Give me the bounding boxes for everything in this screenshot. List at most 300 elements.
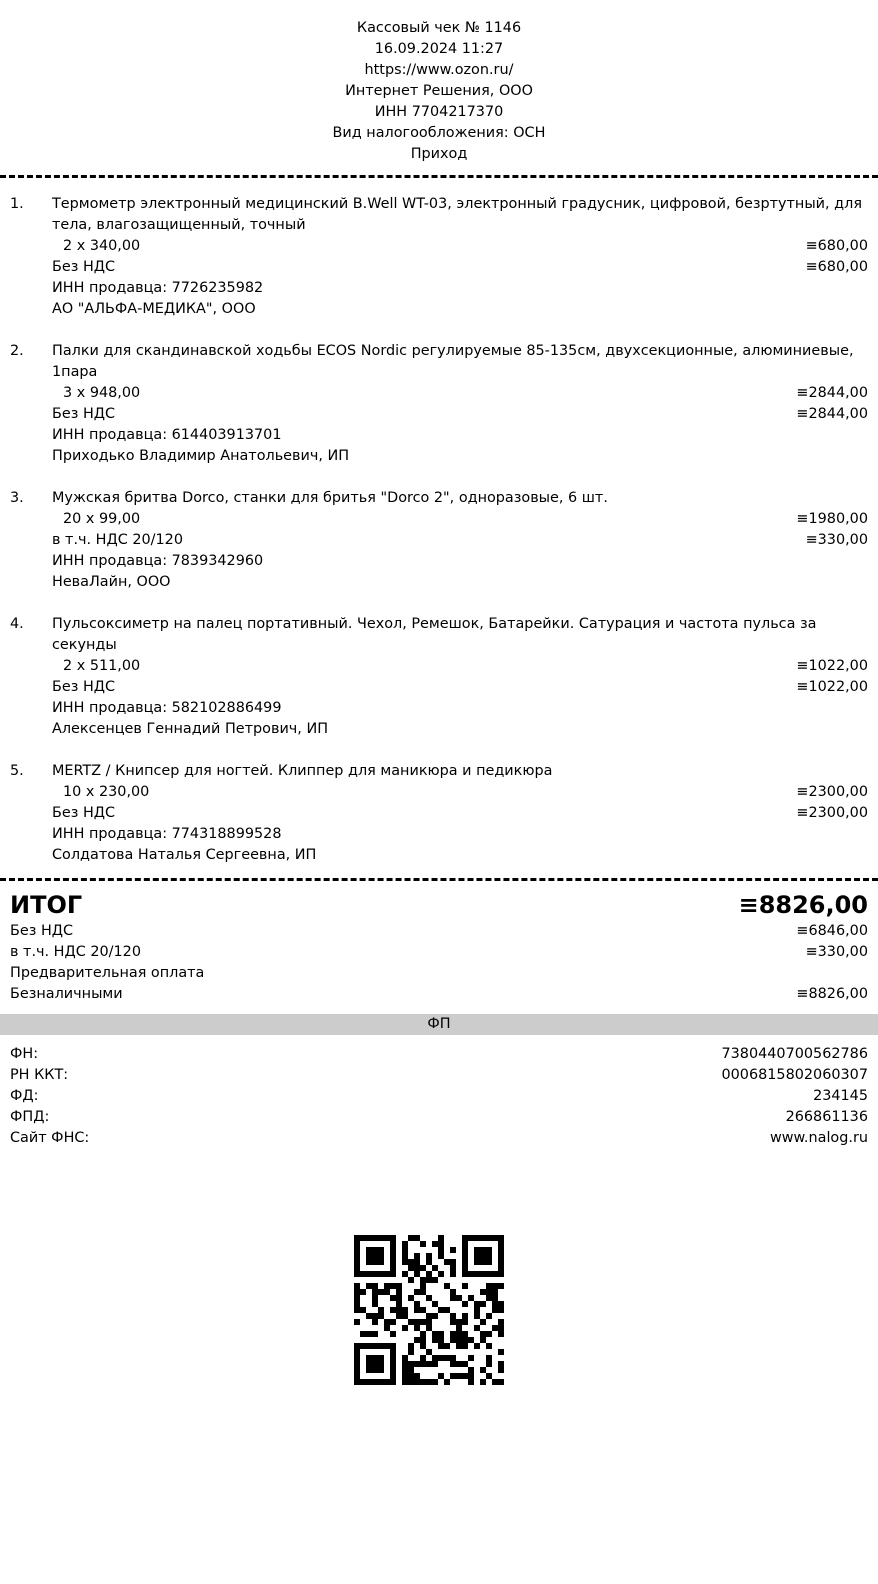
qr-module: [366, 1331, 372, 1337]
qr-module: [438, 1337, 444, 1343]
qr-module: [354, 1289, 360, 1295]
fpd-value: 266861136: [785, 1109, 868, 1125]
qr-module: [360, 1331, 366, 1337]
item-qty-price: 2 x 511,00: [63, 658, 141, 674]
fd-value: 234145: [813, 1088, 868, 1104]
qr-module: [396, 1295, 402, 1301]
qr-module: [462, 1343, 468, 1349]
qr-module: [426, 1349, 432, 1355]
qr-module: [420, 1361, 426, 1367]
qr-module: [420, 1337, 426, 1343]
item-list: [0, 178, 878, 866]
qr-module: [444, 1259, 450, 1265]
qr-module: [486, 1271, 492, 1277]
qr-module: [462, 1313, 468, 1319]
qr-module: [390, 1283, 396, 1289]
qr-module: [444, 1283, 450, 1289]
qr-module: [354, 1319, 360, 1325]
qr-module: [486, 1259, 492, 1265]
qr-module: [408, 1379, 414, 1385]
prepay-label: Предварительная оплата: [10, 965, 205, 981]
qr-module: [462, 1253, 468, 1259]
fn-value: 7380440700562786: [721, 1046, 868, 1062]
qr-module: [396, 1283, 402, 1289]
qr-module: [414, 1379, 420, 1385]
qr-module: [462, 1247, 468, 1253]
qr-module: [492, 1325, 498, 1331]
fpd-label: ФПД:: [10, 1109, 50, 1125]
total-value: ≡8826,00: [738, 891, 868, 919]
qr-module: [378, 1235, 384, 1241]
qr-module: [396, 1313, 402, 1319]
qr-module: [402, 1247, 408, 1253]
no-vat-value: ≡6846,00: [796, 923, 868, 939]
qr-module: [432, 1355, 438, 1361]
qr-module: [468, 1271, 474, 1277]
qr-module: [456, 1295, 462, 1301]
qr-module: [480, 1337, 486, 1343]
qr-module: [414, 1361, 420, 1367]
qr-module: [456, 1331, 462, 1337]
item-name: Палки для скандинавской ходьбы ECOS Nordic регулируемые 85-135см, двухсекционные, алюминиевые, 1пара: [52, 343, 854, 380]
qr-module: [384, 1235, 390, 1241]
qr-module: [450, 1337, 456, 1343]
qr-module: [450, 1319, 456, 1325]
qr-module: [438, 1241, 444, 1247]
qr-module: [408, 1343, 414, 1349]
qr-module: [426, 1319, 432, 1325]
no-vat-label: Без НДС: [10, 923, 74, 939]
qr-module: [486, 1247, 492, 1253]
qr-module: [420, 1379, 426, 1385]
item-vat-label: Без НДС: [52, 259, 116, 275]
qr-module: [480, 1289, 486, 1295]
qr-module: [354, 1343, 360, 1349]
qr-module: [426, 1361, 432, 1367]
qr-module: [438, 1247, 444, 1253]
qr-module: [426, 1259, 432, 1265]
qr-module: [438, 1253, 444, 1259]
item-qty-price: 2 x 340,00: [63, 238, 141, 254]
qr-module: [498, 1271, 504, 1277]
receipt-tax-system: Вид налогообложения: ОСН: [332, 125, 546, 141]
qr-module: [390, 1265, 396, 1271]
qr-module: [492, 1283, 498, 1289]
qr-module: [360, 1271, 366, 1277]
qr-module: [408, 1295, 414, 1301]
qr-module: [408, 1349, 414, 1355]
item-vat-sum: ≡1022,00: [796, 679, 868, 695]
qr-module: [456, 1361, 462, 1367]
qr-module: [480, 1253, 486, 1259]
qr-module: [450, 1355, 456, 1361]
item-number: 5.: [10, 763, 24, 779]
qr-module: [366, 1367, 372, 1373]
item-vat-sum: ≡2844,00: [796, 406, 868, 422]
qr-module: [462, 1337, 468, 1343]
qr-module: [372, 1367, 378, 1373]
qr-module: [354, 1301, 360, 1307]
qr-module: [390, 1319, 396, 1325]
qr-module: [366, 1235, 372, 1241]
item-seller: Алексенцев Геннадий Петрович, ИП: [52, 721, 329, 737]
qr-module: [408, 1367, 414, 1373]
qr-module: [492, 1301, 498, 1307]
qr-module: [474, 1301, 480, 1307]
qr-module: [468, 1373, 474, 1379]
item-seller: НеваЛайн, ООО: [52, 574, 171, 590]
qr-module: [468, 1337, 474, 1343]
qr-module: [462, 1319, 468, 1325]
qr-module: [480, 1271, 486, 1277]
qr-module: [408, 1265, 414, 1271]
item-vat-sum: ≡2300,00: [796, 805, 868, 821]
qr-module: [486, 1253, 492, 1259]
qr-module: [390, 1355, 396, 1361]
qr-module: [444, 1355, 450, 1361]
item-name: Пульсоксиметр на палец портативный. Чехол, Ремешок, Батарейки. Сатурация и частота пульса за секунды: [52, 616, 817, 653]
qr-module: [378, 1355, 384, 1361]
qr-module: [498, 1247, 504, 1253]
qr-module: [450, 1265, 456, 1271]
qr-module: [408, 1361, 414, 1367]
qr-module: [378, 1259, 384, 1265]
item-seller: Солдатова Наталья Сергеевна, ИП: [52, 847, 317, 863]
qr-module: [390, 1295, 396, 1301]
qr-module: [384, 1325, 390, 1331]
qr-module: [492, 1271, 498, 1277]
qr-module: [450, 1289, 456, 1295]
qr-module: [372, 1301, 378, 1307]
qr-module: [372, 1235, 378, 1241]
qr-module: [480, 1259, 486, 1265]
qr-module: [450, 1271, 456, 1277]
qr-module: [432, 1277, 438, 1283]
qr-module: [450, 1373, 456, 1379]
qr-module: [432, 1265, 438, 1271]
qr-module: [444, 1343, 450, 1349]
qr-module: [420, 1241, 426, 1247]
list-item: [10, 488, 868, 593]
qr-module: [432, 1241, 438, 1247]
fiscal-info: [0, 1035, 878, 1149]
qr-module: [414, 1289, 420, 1295]
item-seller-inn: ИНН продавца: 7839342960: [52, 553, 264, 569]
qr-module: [468, 1367, 474, 1373]
qr-module: [402, 1355, 408, 1361]
qr-module: [492, 1295, 498, 1301]
qr-module: [360, 1343, 366, 1349]
item-vat-label: Без НДС: [52, 406, 116, 422]
vat-label: в т.ч. НДС 20/120: [10, 944, 141, 960]
qr-module: [414, 1259, 420, 1265]
qr-module: [390, 1367, 396, 1373]
item-number: 1.: [10, 196, 24, 212]
qr-module: [414, 1307, 420, 1313]
qr-module: [468, 1379, 474, 1385]
item-seller: Приходько Владимир Анатольевич, ИП: [52, 448, 350, 464]
qr-module: [474, 1253, 480, 1259]
item-sum: ≡1022,00: [796, 658, 868, 674]
qr-module: [396, 1301, 402, 1307]
qr-module: [444, 1307, 450, 1313]
qr-module: [498, 1379, 504, 1385]
qr-module: [372, 1253, 378, 1259]
fns-site-value: www.nalog.ru: [769, 1130, 868, 1146]
qr-module: [468, 1235, 474, 1241]
qr-module: [390, 1361, 396, 1367]
qr-module: [492, 1235, 498, 1241]
qr-module: [384, 1379, 390, 1385]
item-sum: ≡680,00: [805, 238, 868, 254]
qr-module: [360, 1307, 366, 1313]
qr-module: [492, 1379, 498, 1385]
qr-module: [498, 1319, 504, 1325]
qr-module: [486, 1295, 492, 1301]
qr-module: [438, 1331, 444, 1337]
qr-module: [474, 1235, 480, 1241]
qr-module: [414, 1325, 420, 1331]
qr-module: [372, 1289, 378, 1295]
qr-module: [498, 1265, 504, 1271]
qr-module: [420, 1331, 426, 1337]
fn-label: ФН:: [10, 1046, 39, 1062]
qr-module: [408, 1373, 414, 1379]
receipt-inn: ИНН 7704217370: [374, 104, 504, 120]
qr-module: [366, 1361, 372, 1367]
qr-module: [486, 1331, 492, 1337]
item-seller-inn: ИНН продавца: 774318899528: [52, 826, 282, 842]
fp-section-title: ФП: [0, 1014, 878, 1035]
qr-module: [414, 1319, 420, 1325]
qr-module: [426, 1295, 432, 1301]
qr-module: [354, 1307, 360, 1313]
receipt-header: [0, 0, 878, 165]
totals-section: [0, 881, 878, 1005]
qr-module: [390, 1331, 396, 1337]
qr-module: [384, 1289, 390, 1295]
qr-module: [486, 1355, 492, 1361]
qr-module: [378, 1289, 384, 1295]
item-sum: ≡2844,00: [796, 385, 868, 401]
qr-module: [354, 1379, 360, 1385]
qr-module: [456, 1319, 462, 1325]
qr-module: [378, 1271, 384, 1277]
qr-module: [408, 1259, 414, 1265]
qr-module: [462, 1373, 468, 1379]
qr-module: [366, 1271, 372, 1277]
fd-label: ФД:: [10, 1088, 39, 1104]
qr-module: [372, 1283, 378, 1289]
qr-module: [402, 1379, 408, 1385]
qr-module: [480, 1379, 486, 1385]
qr-module: [486, 1361, 492, 1367]
qr-module: [450, 1295, 456, 1301]
qr-module: [426, 1271, 432, 1277]
qr-module: [462, 1235, 468, 1241]
qr-module: [390, 1259, 396, 1265]
receipt-site: https://www.ozon.ru/: [364, 62, 514, 78]
qr-module: [354, 1241, 360, 1247]
qr-module: [378, 1307, 384, 1313]
qr-module: [414, 1253, 420, 1259]
item-seller-inn: ИНН продавца: 582102886499: [52, 700, 282, 716]
qr-module: [498, 1259, 504, 1265]
qr-module: [414, 1271, 420, 1277]
qr-module: [384, 1283, 390, 1289]
qr-module: [486, 1313, 492, 1319]
qr-module: [378, 1247, 384, 1253]
qr-module: [468, 1295, 474, 1301]
qr-module: [498, 1349, 504, 1355]
qr-module: [420, 1307, 426, 1313]
qr-module: [492, 1307, 498, 1313]
qr-module: [354, 1283, 360, 1289]
qr-module: [354, 1259, 360, 1265]
qr-module: [354, 1253, 360, 1259]
qr-module: [486, 1343, 492, 1349]
item-sum: ≡2300,00: [796, 784, 868, 800]
qr-module: [474, 1325, 480, 1331]
qr-module: [390, 1379, 396, 1385]
vat-value: ≡330,00: [805, 944, 868, 960]
qr-module: [360, 1379, 366, 1385]
qr-module: [396, 1289, 402, 1295]
qr-module: [474, 1271, 480, 1277]
item-name: Мужская бритва Dorco, станки для бритья "Dorco 2", одноразовые, 6 шт.: [52, 490, 608, 506]
receipt-company: Интернет Решения, ООО: [345, 83, 533, 99]
qr-module: [354, 1265, 360, 1271]
qr-module: [450, 1247, 456, 1253]
qr-module: [474, 1307, 480, 1313]
qr-module: [354, 1355, 360, 1361]
item-vat-label: Без НДС: [52, 805, 116, 821]
qr-module: [480, 1367, 486, 1373]
qr-module: [402, 1313, 408, 1319]
qr-module: [438, 1355, 444, 1361]
qr-module: [462, 1241, 468, 1247]
qr-module: [462, 1283, 468, 1289]
qr-module: [390, 1235, 396, 1241]
qr-module: [390, 1373, 396, 1379]
qr-module: [378, 1367, 384, 1373]
qr-module: [372, 1271, 378, 1277]
item-qty-price: 20 x 99,00: [63, 511, 141, 527]
qr-module: [498, 1307, 504, 1313]
qr-module: [372, 1313, 378, 1319]
qr-module: [354, 1271, 360, 1277]
qr-module: [498, 1301, 504, 1307]
qr-module: [426, 1313, 432, 1319]
qr-module: [474, 1259, 480, 1265]
qr-module: [372, 1379, 378, 1385]
qr-module: [390, 1241, 396, 1247]
rn-value: 0006815802060307: [721, 1067, 868, 1083]
qr-module: [486, 1373, 492, 1379]
qr-module: [462, 1271, 468, 1277]
qr-module: [474, 1343, 480, 1349]
qr-module: [366, 1247, 372, 1253]
qr-module: [462, 1301, 468, 1307]
qr-module: [444, 1379, 450, 1385]
qr-module: [432, 1301, 438, 1307]
qr-module: [486, 1235, 492, 1241]
qr-module: [438, 1235, 444, 1241]
qr-module: [486, 1283, 492, 1289]
cashless-label: Безналичными: [10, 986, 123, 1002]
list-item: [10, 614, 868, 740]
qr-module: [414, 1301, 420, 1307]
qr-module: [402, 1367, 408, 1373]
fns-site-label: Сайт ФНС:: [10, 1130, 90, 1146]
qr-module: [462, 1361, 468, 1367]
qr-module: [438, 1271, 444, 1277]
qr-module: [372, 1343, 378, 1349]
qr-module: [372, 1361, 378, 1367]
item-number: 2.: [10, 343, 24, 359]
qr-module: [390, 1307, 396, 1313]
qr-module: [498, 1325, 504, 1331]
qr-module: [498, 1283, 504, 1289]
qr-module: [378, 1361, 384, 1367]
qr-module: [450, 1313, 456, 1319]
qr-module: [474, 1313, 480, 1319]
qr-module: [498, 1367, 504, 1373]
qr-module: [480, 1319, 486, 1325]
item-qty-price: 10 x 230,00: [63, 784, 150, 800]
qr-module: [414, 1265, 420, 1271]
qr-module: [438, 1373, 444, 1379]
qr-module: [384, 1343, 390, 1349]
qr-module: [378, 1343, 384, 1349]
qr-module: [456, 1343, 462, 1349]
qr-module: [462, 1331, 468, 1337]
receipt-operation: Приход: [410, 146, 468, 162]
qr-module: [354, 1247, 360, 1253]
qr-module: [372, 1319, 378, 1325]
cashless-value: ≡8826,00: [796, 986, 868, 1002]
item-vat-label: в т.ч. НДС 20/120: [52, 532, 183, 548]
qr-module: [420, 1265, 426, 1271]
qr-module: [402, 1307, 408, 1313]
qr-module: [414, 1235, 420, 1241]
qr-module: [366, 1313, 372, 1319]
qr-module: [402, 1361, 408, 1367]
qr-module: [432, 1337, 438, 1343]
total-label: ИТОГ: [10, 891, 83, 919]
qr-module: [450, 1259, 456, 1265]
qr-module: [432, 1379, 438, 1385]
qr-module: [450, 1361, 456, 1367]
qr-module: [390, 1343, 396, 1349]
qr-module: [384, 1319, 390, 1325]
qr-module: [366, 1343, 372, 1349]
rn-label: РН ККТ:: [10, 1067, 69, 1083]
qr-module: [438, 1343, 444, 1349]
total-row: [10, 889, 868, 921]
qr-module: [456, 1325, 462, 1331]
qr-module: [426, 1253, 432, 1259]
qr-module: [414, 1373, 420, 1379]
qr-module: [426, 1277, 432, 1283]
qr-module: [426, 1379, 432, 1385]
qr-module: [408, 1277, 414, 1283]
qr-module: [402, 1271, 408, 1277]
item-vat-sum: ≡680,00: [805, 259, 868, 275]
qr-module: [480, 1301, 486, 1307]
qr-code-icon: [354, 1235, 504, 1385]
qr-module: [372, 1355, 378, 1361]
